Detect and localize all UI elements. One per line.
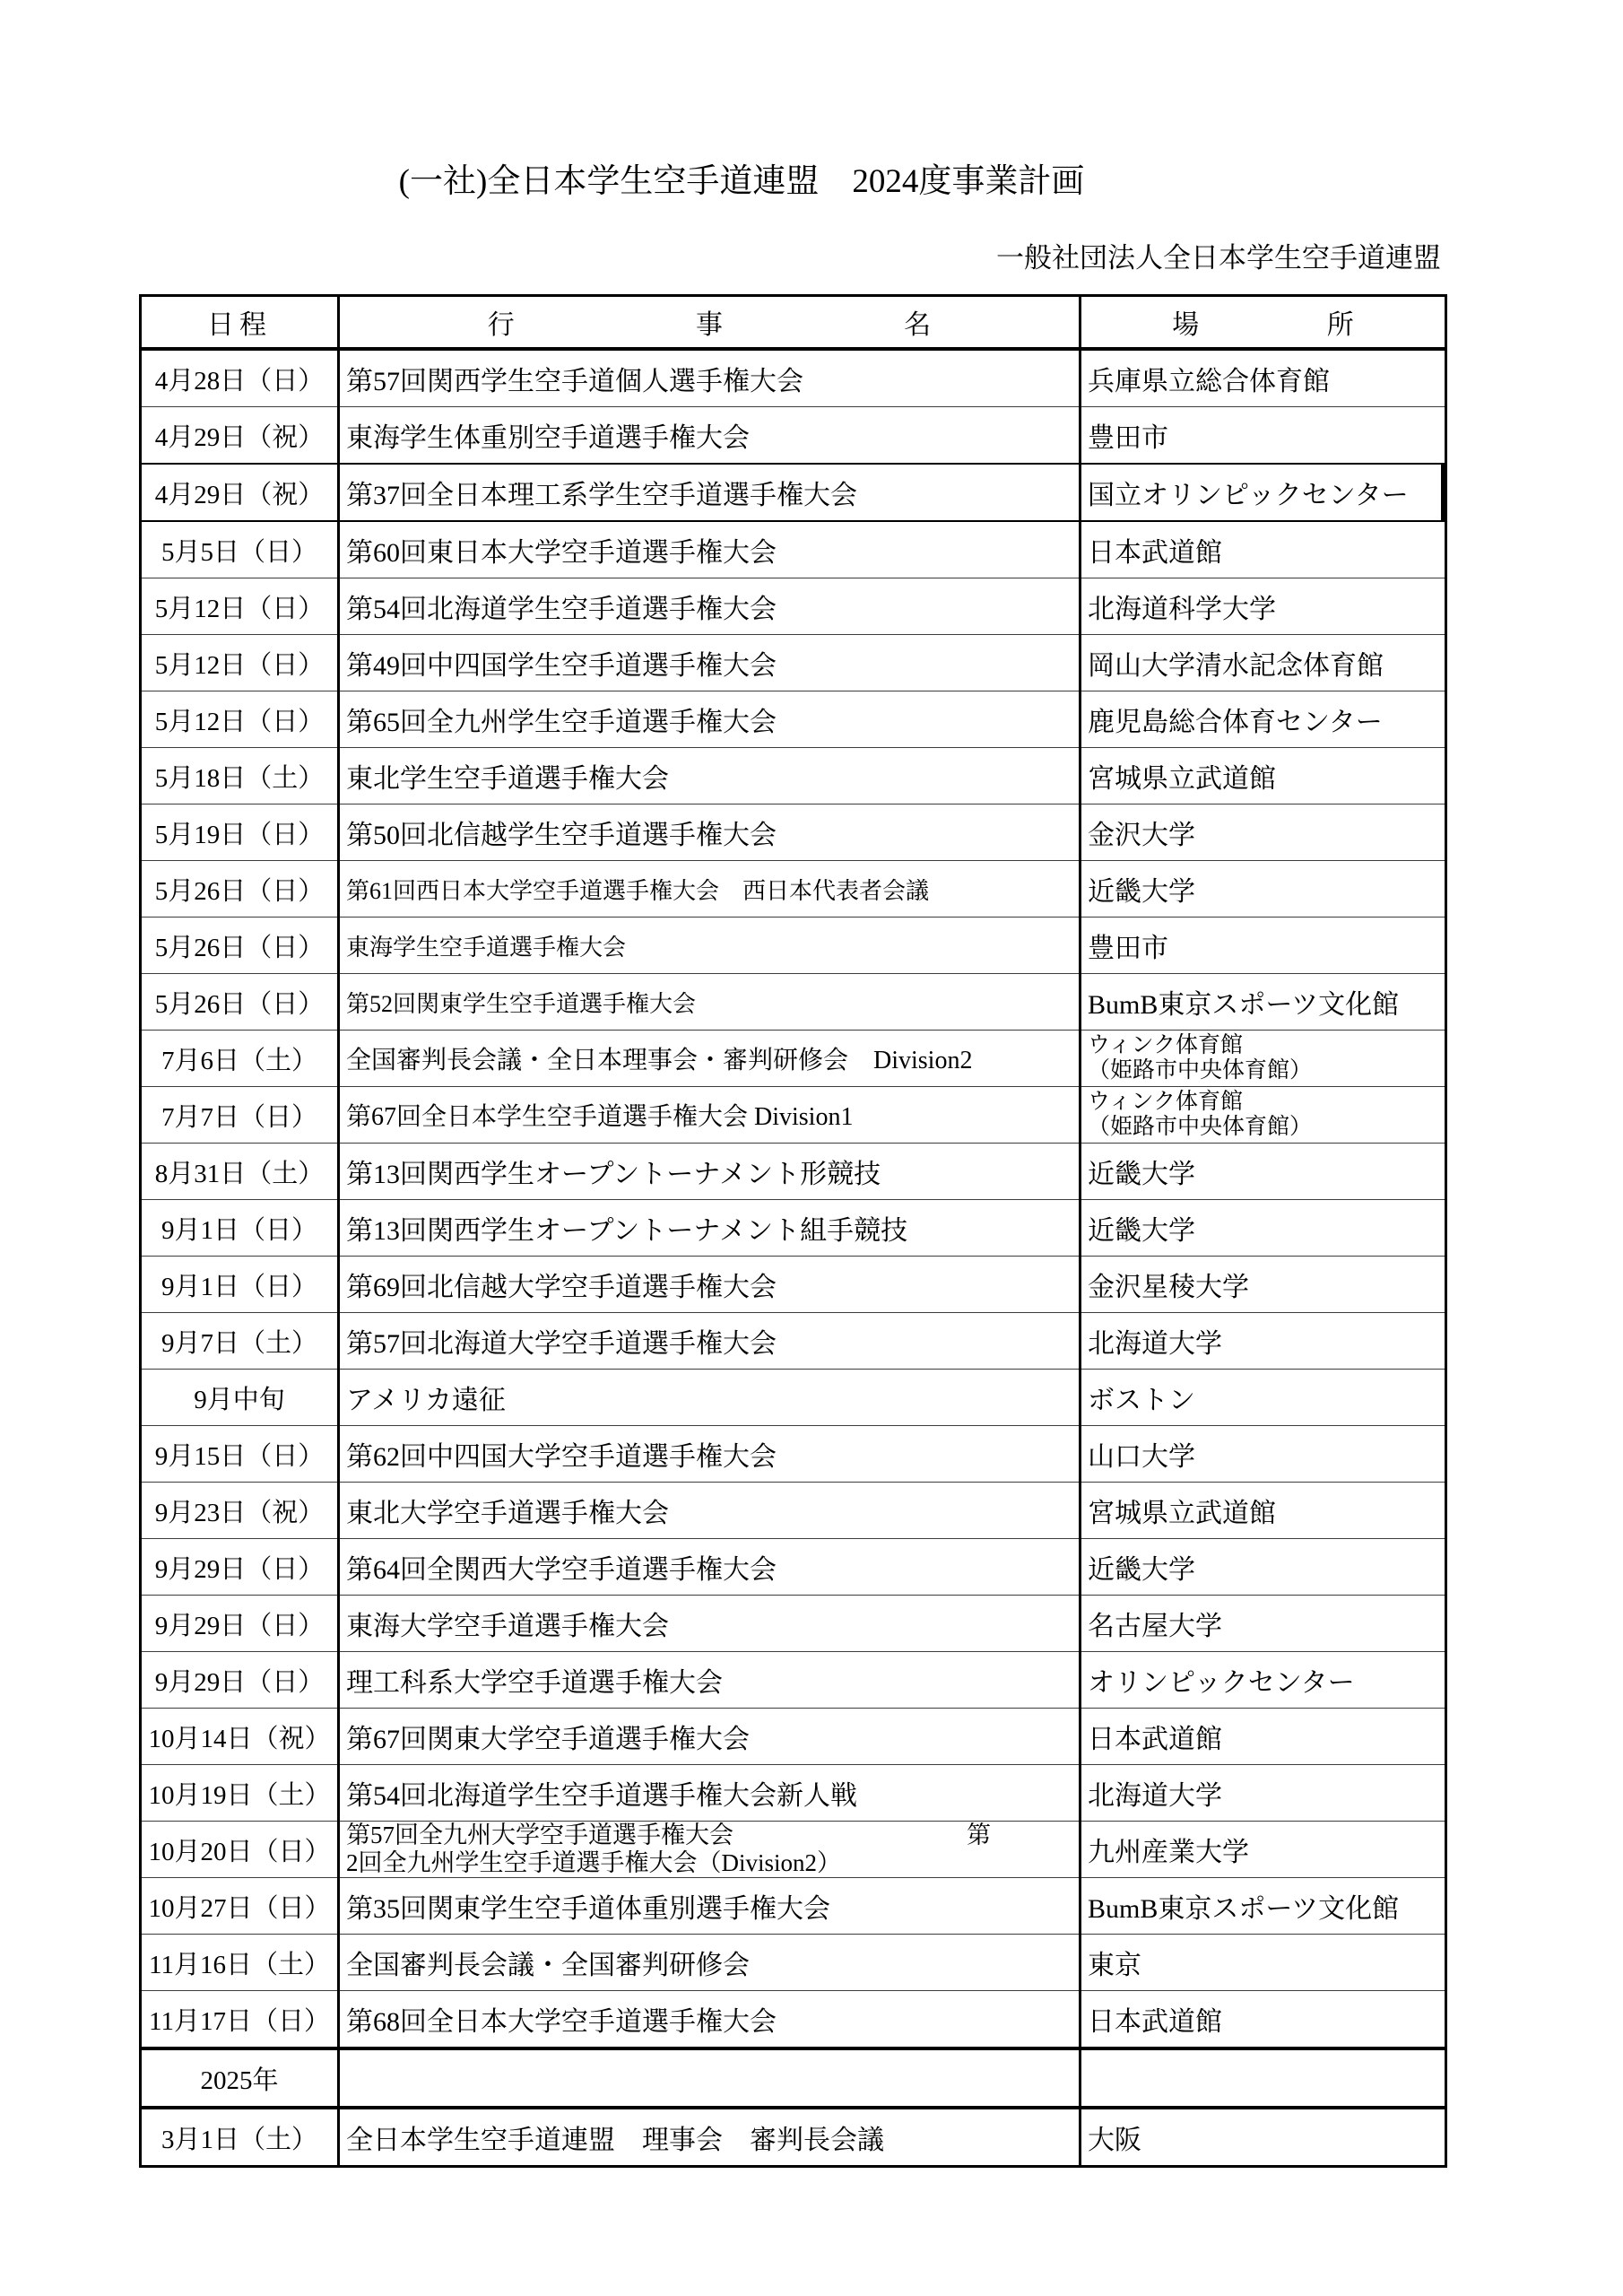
event-line1-text: 第57回全九州大学空手道選手権大会 xyxy=(346,1822,733,1848)
place-line: ウィンク体育館 xyxy=(1088,1033,1244,1057)
table-row xyxy=(141,2108,1446,2167)
event-cell xyxy=(339,2048,1081,2108)
place-cell: 金沢大学 xyxy=(1081,804,1446,861)
header-place-label: 場所 xyxy=(1172,310,1354,340)
event-cell: 東北学生空手道選手権大会 xyxy=(339,748,1081,804)
event-line2: 2回全九州学生空手道選手権大会（Division2） xyxy=(346,1849,842,1876)
date-cell: 10月19日（土） xyxy=(141,1765,339,1822)
date-cell: 9月1日（日） xyxy=(141,1257,339,1313)
place-cell: BumB東京スポーツ文化館 xyxy=(1081,1878,1446,1935)
date-cell: 3月1日（土） xyxy=(141,2108,339,2167)
event-cell: 第13回関西学生オープントーナメント形競技 xyxy=(339,1144,1081,1200)
table-header xyxy=(141,296,1446,350)
page-subtitle: 一般社団法人全日本学生空手道連盟 xyxy=(996,242,1441,274)
table-row xyxy=(141,1878,1446,1935)
event-line1 xyxy=(346,1822,991,1849)
header-event-label: 行事名 xyxy=(487,310,932,340)
table-row xyxy=(141,1031,1446,1087)
event-cell: 理工科系大学空手道選手権大会 xyxy=(339,1652,1081,1709)
place-cell: 鹿児島総合体育センター xyxy=(1081,691,1446,748)
event-cell: 第62回中四国大学空手道選手権大会 xyxy=(339,1426,1081,1483)
table-row xyxy=(141,635,1446,691)
table-row xyxy=(141,748,1446,804)
event-cell: 第57回関西学生空手道個人選手権大会 xyxy=(339,349,1081,407)
date-cell: 2025年 xyxy=(141,2048,339,2108)
table-row xyxy=(141,1087,1446,1144)
place-cell: 国立オリンピックセンター xyxy=(1081,464,1446,521)
place-cell: 北海道大学 xyxy=(1081,1765,1446,1822)
date-cell: 9月29日（日） xyxy=(141,1539,339,1596)
place-cell: 北海道大学 xyxy=(1081,1313,1446,1370)
event-cell: 第67回関東大学空手道選手権大会 xyxy=(339,1709,1081,1765)
event-cell: 第68回全日本大学空手道選手権大会 xyxy=(339,1991,1081,2049)
event-cell: 東海学生体重別空手道選手権大会 xyxy=(339,407,1081,465)
date-cell: 5月26日（日） xyxy=(141,974,339,1031)
date-cell: 5月12日（日） xyxy=(141,635,339,691)
table-row xyxy=(141,1539,1446,1596)
table-row xyxy=(141,1313,1446,1370)
event-cell: 第64回全関西大学空手道選手権大会 xyxy=(339,1539,1081,1596)
place-cell: 近畿大学 xyxy=(1081,1539,1446,1596)
place-cell xyxy=(1081,1087,1446,1144)
place-cell: 大阪 xyxy=(1081,2108,1446,2167)
table-row xyxy=(141,521,1446,578)
place-cell: 日本武道館 xyxy=(1081,521,1446,578)
event-cell xyxy=(339,1822,1081,1878)
header-event xyxy=(339,296,1081,350)
event-cell: 第60回東日本大学空手道選手権大会 xyxy=(339,521,1081,578)
date-cell: 9月1日（日） xyxy=(141,1200,339,1257)
header-row xyxy=(141,296,1446,350)
event-cell: 第65回全九州学生空手道選手権大会 xyxy=(339,691,1081,748)
place-cell: 岡山大学清水記念体育館 xyxy=(1081,635,1446,691)
table-row xyxy=(141,974,1446,1031)
schedule-table xyxy=(139,294,1447,2168)
date-cell: 4月29日（祝） xyxy=(141,407,339,465)
table-row xyxy=(141,1765,1446,1822)
date-cell: 7月6日（土） xyxy=(141,1031,339,1087)
place-cell: 北海道科学大学 xyxy=(1081,578,1446,635)
event-cell: 第69回北信越大学空手道選手権大会 xyxy=(339,1257,1081,1313)
date-cell: 11月17日（日） xyxy=(141,1991,339,2049)
place-cell xyxy=(1081,2048,1446,2108)
table-row xyxy=(141,918,1446,974)
date-cell: 7月7日（日） xyxy=(141,1087,339,1144)
place-cell xyxy=(1081,1031,1446,1087)
event-cell: 第54回北海道学生空手道選手権大会新人戦 xyxy=(339,1765,1081,1822)
header-date-label: 日程 xyxy=(207,310,272,340)
date-cell: 9月29日（日） xyxy=(141,1596,339,1652)
table-row xyxy=(141,1370,1446,1426)
table-body xyxy=(141,349,1446,2167)
date-cell: 5月26日（日） xyxy=(141,918,339,974)
event-cell: 東海大学空手道選手権大会 xyxy=(339,1596,1081,1652)
table-row xyxy=(141,2048,1446,2108)
event-cell: 第37回全日本理工系学生空手道選手権大会 xyxy=(339,464,1081,521)
table-row xyxy=(141,861,1446,918)
table-row xyxy=(141,1935,1446,1991)
table-row xyxy=(141,1596,1446,1652)
header-date xyxy=(141,296,339,350)
header-place xyxy=(1081,296,1446,350)
place-cell: 日本武道館 xyxy=(1081,1991,1446,2049)
date-cell: 5月12日（日） xyxy=(141,578,339,635)
event-cell: 東北大学空手道選手権大会 xyxy=(339,1483,1081,1539)
place-cell: 金沢星稜大学 xyxy=(1081,1257,1446,1313)
place-cell: 九州産業大学 xyxy=(1081,1822,1446,1878)
date-cell: 8月31日（土） xyxy=(141,1144,339,1200)
page-title: (一社)全日本学生空手道連盟 2024度事業計画 xyxy=(398,163,1085,200)
date-cell: 5月26日（日） xyxy=(141,861,339,918)
place-cell: 日本武道館 xyxy=(1081,1709,1446,1765)
date-cell: 4月29日（祝） xyxy=(141,464,339,521)
date-cell: 5月18日（土） xyxy=(141,748,339,804)
table-row xyxy=(141,691,1446,748)
date-cell: 5月12日（日） xyxy=(141,691,339,748)
place-cell: 宮城県立武道館 xyxy=(1081,1483,1446,1539)
event-line1-tail: 第 xyxy=(966,1822,991,1848)
event-cell: 第35回関東学生空手道体重別選手権大会 xyxy=(339,1878,1081,1935)
date-cell: 4月28日（日） xyxy=(141,349,339,407)
table-row xyxy=(141,1709,1446,1765)
event-cell: 第61回西日本大学空手道選手権大会 西日本代表者会議 xyxy=(339,861,1081,918)
table-row xyxy=(141,1991,1446,2049)
table-row xyxy=(141,578,1446,635)
event-cell: 第57回北海道大学空手道選手権大会 xyxy=(339,1313,1081,1370)
event-cell: 第49回中四国学生空手道選手権大会 xyxy=(339,635,1081,691)
table-row xyxy=(141,349,1446,407)
date-cell: 9月7日（土） xyxy=(141,1313,339,1370)
date-cell: 9月29日（日） xyxy=(141,1652,339,1709)
date-cell: 10月27日（日） xyxy=(141,1878,339,1935)
date-cell: 11月16日（土） xyxy=(141,1935,339,1991)
table-row xyxy=(141,1200,1446,1257)
table-row xyxy=(141,1483,1446,1539)
place-cell: 宮城県立武道館 xyxy=(1081,748,1446,804)
place-cell: 近畿大学 xyxy=(1081,1144,1446,1200)
date-cell: 9月15日（日） xyxy=(141,1426,339,1483)
event-cell: 第50回北信越学生空手道選手権大会 xyxy=(339,804,1081,861)
event-cell: 全国審判長会議・全国審判研修会 xyxy=(339,1935,1081,1991)
place-cell: BumB東京スポーツ文化館 xyxy=(1081,974,1446,1031)
date-cell: 10月20日（日） xyxy=(141,1822,339,1878)
place-cell: 東京 xyxy=(1081,1935,1446,1991)
place-cell: 近畿大学 xyxy=(1081,861,1446,918)
place-line: ウィンク体育館 xyxy=(1088,1090,1244,1114)
place-cell: 山口大学 xyxy=(1081,1426,1446,1483)
event-cell: 東海学生空手道選手権大会 xyxy=(339,918,1081,974)
table-row xyxy=(141,1652,1446,1709)
place-line: （姫路市中央体育館） xyxy=(1088,1115,1313,1139)
place-cell: 兵庫県立総合体育館 xyxy=(1081,349,1446,407)
date-cell: 10月14日（祝） xyxy=(141,1709,339,1765)
table-row xyxy=(141,804,1446,861)
date-cell: 5月19日（日） xyxy=(141,804,339,861)
place-cell: 名古屋大学 xyxy=(1081,1596,1446,1652)
place-cell: オリンピックセンター xyxy=(1081,1652,1446,1709)
event-cell: 第67回全日本学生空手道選手権大会 Division1 xyxy=(339,1087,1081,1144)
table-row xyxy=(141,1257,1446,1313)
event-cell: 第13回関西学生オープントーナメント組手競技 xyxy=(339,1200,1081,1257)
table-row xyxy=(141,407,1446,465)
place-cell: ボストン xyxy=(1081,1370,1446,1426)
event-cell: 第52回関東学生空手道選手権大会 xyxy=(339,974,1081,1031)
table-row xyxy=(141,464,1446,521)
date-cell: 9月中旬 xyxy=(141,1370,339,1426)
place-cell: 近畿大学 xyxy=(1081,1200,1446,1257)
date-cell: 9月23日（祝） xyxy=(141,1483,339,1539)
date-cell: 5月5日（日） xyxy=(141,521,339,578)
event-cell: 全国審判長会議・全日本理事会・審判研修会 Division2 xyxy=(339,1031,1081,1087)
table-row xyxy=(141,1144,1446,1200)
table-row xyxy=(141,1426,1446,1483)
place-line: （姫路市中央体育館） xyxy=(1088,1058,1313,1083)
table-row xyxy=(141,1822,1446,1878)
event-cell: 全日本学生空手道連盟 理事会 審判長会議 xyxy=(339,2108,1081,2167)
event-cell: 第54回北海道学生空手道選手権大会 xyxy=(339,578,1081,635)
place-cell: 豊田市 xyxy=(1081,918,1446,974)
event-cell: アメリカ遠征 xyxy=(339,1370,1081,1426)
place-cell: 豊田市 xyxy=(1081,407,1446,465)
